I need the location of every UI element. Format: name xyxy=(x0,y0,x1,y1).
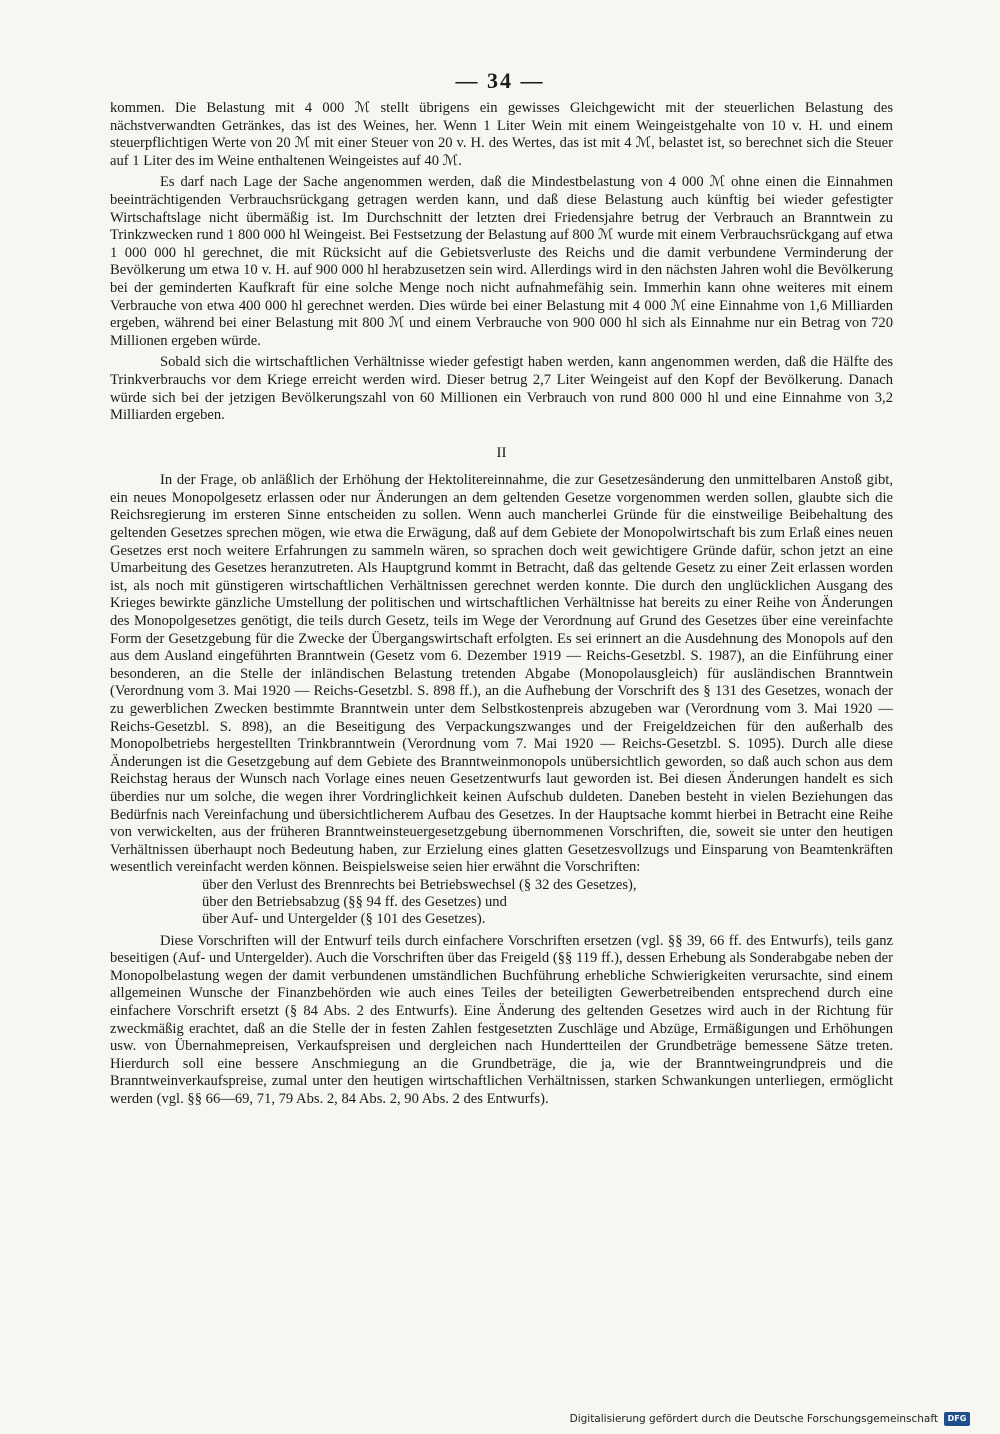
body-text xyxy=(110,100,893,1108)
paragraph: kommen. Die Belastung mit 4 000 ℳ stellt übrigens ein gewisses Gleichgewicht mit der steuerlichen Belastung des nächstverwandten Getränkes, das ist des Weines, her. Wenn 1 Liter Wein mit einem Weingeistgehalte von 10 v. H. und einem steuerpflichtigen Werte von 20 ℳ mit einer Steuer von 20 v. H. des Wertes, das ist mit 4 ℳ, belastet ist, so berechnet sich die Steuer auf 1 Liter des im Weine enthaltenen Weingeistes auf 40 ℳ. xyxy=(110,100,893,169)
list-item: über den Verlust des Brennrechts bei Betriebswechsel (§ 32 des Gesetzes), xyxy=(202,876,637,893)
footer xyxy=(570,1412,970,1426)
list-item: über den Betriebsabzug (§§ 94 ff. des Gesetzes) und xyxy=(202,894,507,911)
provisions-list xyxy=(202,877,893,929)
section-heading: II xyxy=(496,444,507,461)
footer-text: Digitalisierung gefördert durch die Deutsche Forschungsgemeinschaft xyxy=(569,1413,938,1425)
paragraph: In der Frage, ob anläßlich der Erhöhung der Hektolitereinnahme, die zur Gesetzesänderung den unmittelbaren Anstoß gibt, ein neues Monopolgesetz erlassen oder nur Änderungen an dem geltenden Gesetze vorgenommen werden sollen, glaubte sich die Reichsregierung im ersteren Sinne entscheiden zu sollen. Wenn auch mancherlei Gründe für die einstweilige Beibehaltung des geltenden Gesetzes sprechen mögen, wie etwa die Erwägung, daß auf dem Gebiete der Monopolwirtschaft bis zum Erlaß eines neuen Gesetzes erst noch weitere Erfahrungen zu sammeln wären, so sprachen doch weit gewichtigere Gründe dafür, schon jetzt an eine Umarbeitung des Gesetzes heranzutreten. Als Hauptgrund kommt in Betracht, daß das geltende Gesetz zu einer Zeit erlassen worden ist, als noch mit günstigeren wirtschaftlichen Verhältnissen gerechnet werden konnte. Die durch den unglücklichen Ausgang des Krieges bewirkte gänzliche Umstellung der politischen und wirtschaftlichen Verhältnisse hat bereits zu einer Reihe von Änderungen des Monopolgesetzes genötigt, die teils durch Gesetz, teils im Wege der Verordnung auf Grund des Gesetzes über eine vereinfachte Form der Gesetzgebung für die Zwecke der Übergangswirtschaft erfolgten. Es sei erinnert an die Ausdehnung des Monopols auf den aus dem Ausland eingeführten Branntwein (Gesetz vom 6. Dezember 1919 — Reichs-Gesetzbl. S. 1987), an die Einführung einer besonderen, an die Stelle der inländischen Belastung tretenden Abgabe (Monopolausgleich) für ausländischen Branntwein (Verordnung vom 3. Mai 1920 — Reichs-Gesetzbl. S. 898 ff.), an die Aufhebung der Vorschrift des § 131 des Gesetzes, wonach der zu gewerblichen Zwecken bestimmte Branntwein unter dem Selbstkostenpreis abzugeben war (Verordnung vom 3. Mai 1920 — Reichs-Gesetzbl. S. 898), an die Beseitigung des Verpackungszwanges und der Freigeldzeichen für den außerhalb des Monopolbetriebs hergestellten Trinkbranntwein (Verordnung vom 7. Mai 1920 — Reichs-Gesetzbl. S. 1095). Durch alle diese Änderungen ist die Gesetzgebung auf dem Gebiete des Branntweinmonopols unübersichtlich geworden, so daß auch schon aus dem Reichstag heraus der Wunsch nach Vorlage eines neuen Gesetzentwurfs laut geworden ist. Bei diesen Änderungen handelt es sich überdies nur um solche, die wegen ihrer Vordringlichkeit keinen Aufschub duldeten. Daneben besteht in vielen Beziehungen das Bedürfnis nach Vereinfachung und übersichtlicherem Aufbau des Gesetzes. In der Hauptsache kommt hierbei in Betracht eine Reihe von verwickelten, aus der früheren Branntweinsteuergesetzgebung übernommenen Vorschriften, die, soweit sie unter den heutigen Verhältnissen überhaupt noch Bedeutung haben, zur Erzielung eines glatten Gesetzesvollzugs und Einsparung von Beamtenkräften wesentlich vereinfacht werden können. Beispielsweise seien hier erwähnt die Vorschriften: xyxy=(110,472,893,876)
list-item: über Auf- und Untergelder (§ 101 des Gesetzes). xyxy=(202,911,486,928)
paragraph: Diese Vorschriften will der Entwurf teils durch einfachere Vorschriften ersetzen (vgl. §§ 39, 66 ff. des Entwurfs), teils ganz beseitigen (Auf- und Untergelder). Auch die Vorschriften über das Freigeld (§§ 119 ff.), dessen Erhebung als Sonderabgabe neben der Monopolbelastung wegen der damit verbundenen umständlichen Buchführung erhebliche Schwierigkeiten verursachte, sind einem allgemeinen Wunsche der Finanzbehörden wie auch eines Teiles der beteiligten Gewerbetreibenden entsprechend durch eine einfachere Vorschrift ersetzt (§ 84 Abs. 2 des Entwurfs). Eine Änderung des geltenden Gesetzes wird auch in der Richtung für zweckmäßig erachtet, daß an die Stelle der in festen Zahlen festgesetzten Zuschläge und Abzüge, Ermäßigungen und Erhöhungen usw. von Übernahmepreisen, Verkaufspreisen und dergleichen nach Hundertteilen der Grundbeträge bemessene Sätze treten. Hierdurch soll eine bessere Anschmiegung an die Grundbeträge, die ja, wie der Branntweingrundpreis und die Branntweinverkaufspreise, zumal unter den heutigen wirtschaftlichen Verhältnissen, starken Schwankungen unterliegen, ermöglicht werden (vgl. §§ 66—69, 71, 79 Abs. 2, 84 Abs. 2, 90 Abs. 2 des Entwurfs). xyxy=(110,932,893,1107)
dfg-logo-icon: DFG xyxy=(944,1412,970,1426)
paragraph: Es darf nach Lage der Sache angenommen werden, daß die Mindestbelastung von 4 000 ℳ ohne einen die Einnahmen beeinträchtigenden Verbrauchsrückgang getragen werden kann, und daß diese Belastung auch künftig bei wieder gefestigter Wirtschaftslage nicht übermäßig ist. Im Durchschnitt der letzten drei Friedensjahre betrug der Verbrauch an Branntwein zu Trinkzwecken rund 1 800 000 hl Weingeist. Bei Festsetzung der Belastung auf 800 ℳ wurde mit einem Verbrauchsrückgang auf etwa 1 000 000 hl gerechnet, die mit Rücksicht auf die Gebietsverluste des Reichs und die damit verbundene Verminderung der Bevölkerung um etwa 10 v. H. auf 900 000 hl herabzusetzen sein wird. Allerdings wird in den nächsten Jahren wohl die Bevölkerung bei der geminderten Kaufkraft für eine solche Menge noch nicht aufnahmefähig sein. Immerhin kann ohne weiteres mit einem Verbrauche von etwa 400 000 hl gerechnet werden. Dies würde bei einer Belastung mit 4 000 ℳ eine Einnahme von 1,6 Milliarden ergeben, während bei einer Belastung mit 800 ℳ und einem Verbrauche von 900 000 hl sich als Einnahme nur ein Betrag von 720 Millionen ergeben würde. xyxy=(110,174,893,349)
paragraph: Sobald sich die wirtschaftlichen Verhältnisse wieder gefestigt haben werden, kann angenommen werden, daß die Hälfte des Trinkverbrauchs vor dem Kriege erreicht werden wird. Dieser betrug 2,7 Liter Weingeist auf den Kopf der Bevölkerung. Danach würde sich bei der jetzigen Bevölkerungszahl von 60 Millionen ein Verbrauch von rund 800 000 hl und eine Einnahme von 3,2 Milliarden ergeben. xyxy=(110,354,893,424)
page-number: — 34 — xyxy=(455,68,545,93)
